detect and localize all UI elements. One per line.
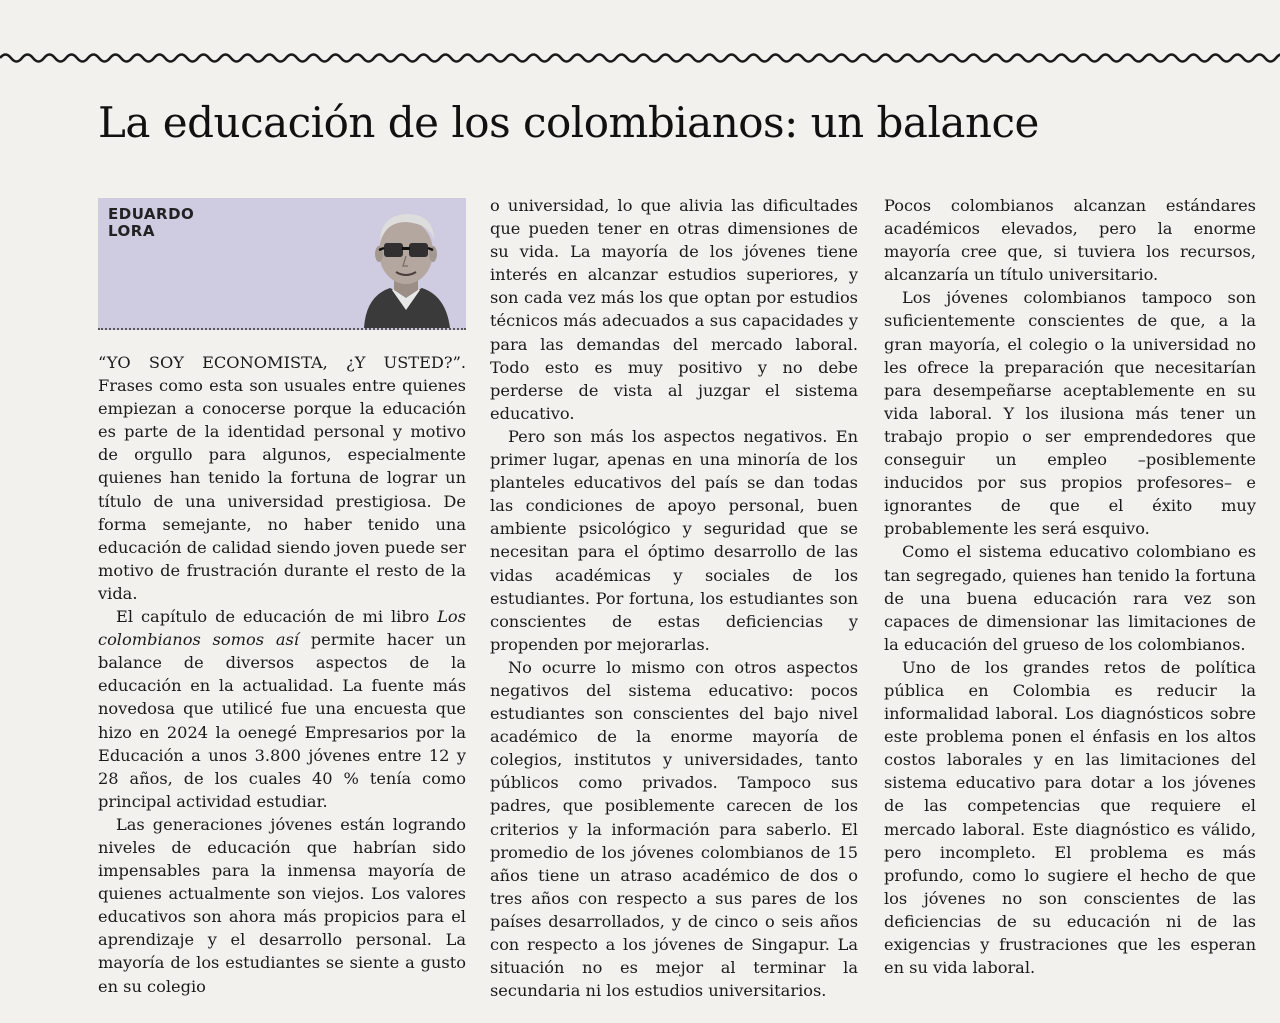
book-title: Los colombianos somos así <box>98 607 466 650</box>
paragraph: Pero son más los aspectos negativos. En primer lugar, apenas en una minoría de los planteles educativos del país se dan todas las condiciones de apoyo personal, buen ambiente psicológico y seguridad que se necesitan para el óptimo desarrollo de las vidas académicas y sociales de los estudiantes. Por fortuna, los estudiantes son conscientes de estas deficiencias y propenden por mejorarlas. <box>490 426 858 654</box>
paragraph <box>98 605 466 813</box>
article-column-2 <box>490 194 858 1002</box>
article-column-3 <box>884 194 1256 979</box>
paragraph: Los jóvenes colombianos tampoco son suficientemente conscientes de que, a la gran mayoría, el colegio o la universidad no les ofrece la preparación que necesitarían para desempeñarse aceptablemente en su vida laboral. Y los ilusiona más tener un trabajo propio o ser emprendedores que conseguir un empleo –posiblemente inducidos por sus propios profesores– e ignorantes de que el éxito muy probablemente les será esquivo. <box>884 288 1256 539</box>
author-portrait <box>346 200 466 328</box>
paragraph: No ocurre lo mismo con otros aspectos negativos del sistema educativo: pocos estudiantes son conscientes del bajo nivel académico de la enorme mayoría de colegios, institutos y universidades, tanto públicos como privados. Tampoco sus padres, que posiblemente carecen de los criterios y la información para saberlo. El promedio de los jóvenes colombianos de 15 años tiene un atraso académico de dos o tres años con respecto a sus pares de los países desarrollados, y de cinco o seis años con respecto a los jóvenes de Singapur. La situación no es mejor al terminar la secundaria ni los estudios universitarios. <box>490 657 858 1001</box>
article-column-1 <box>98 351 466 998</box>
paragraph: Uno de los grandes retos de política pública en Colombia es reducir la informalidad laboral. Los diagnósticos sobre este problema ponen el énfasis en los altos costos laborales y en las limitaciones del sistema educativo para dotar a los jóvenes de las competencias que requiere el mercado laboral. Este diagnóstico es válido, pero incompleto. El problema es más profundo, como lo sugiere el hecho de que los jóvenes no son conscientes de las deficiencias de su educación ni de las exigencias y frustraciones que les esperan en su vida laboral. <box>884 657 1256 978</box>
author-last-name: LORA <box>108 222 155 240</box>
paragraph: o universidad, lo que alivia las dificultades que pueden tener en otras dimensiones de su vida. La mayoría de los jóvenes tiene interés en alcanzar estudios superiores, y son cada vez más los que optan por estudios técnicos más adecuados a sus capacidades y para las demandas del mercado laboral. Todo esto es muy positivo y no debe perderse de vista al juzgar el sistema educativo. <box>490 196 858 423</box>
paragraph-text: permite hacer un balance de diversos aspectos de la educación en la actualidad. La fuente más novedosa que utilicé fue una encuesta que hizo en 2024 la oenegé Empresarios por la Educación a unos 3.800 jóvenes entre 12 y 28 años, de los cuales 40 % tenía como principal actividad estudiar. <box>98 630 466 811</box>
wavy-divider <box>0 38 1280 68</box>
paragraph: Las generaciones jóvenes están logrando niveles de educación que habrían sido impensables para la inmensa mayoría de quienes actualmente son viejos. Los valores educativos son ahora más propicios para el aprendizaje y el desarrollo personal. La mayoría de los estudiantes se siente a gusto en su colegio <box>98 814 466 996</box>
author-first-name: EDUARDO <box>108 205 195 223</box>
paragraph: Como el sistema educativo colombiano es tan segregado, quienes han tenido la fortuna de una buena educación rara vez son capaces de dimensionar las limitaciones de la educación del grueso de los colombianos. <box>884 542 1256 654</box>
author-name <box>108 206 194 240</box>
paragraph: Pocos colombianos alcanzan estándares académicos elevados, pero la enorme mayoría cree que, si tuviera los recursos, alcanzaría un título universitario. <box>884 196 1256 285</box>
paragraph-text: El capítulo de educación de mi libro <box>116 607 438 627</box>
headline: La educación de los colombianos: un balance <box>98 98 1039 147</box>
paragraph: “YO SOY ECONOMISTA, ¿Y USTED?”. Frases como esta son usuales entre quienes empiezan a conocerse porque la educación es parte de la identidad personal y motivo de orgullo para algunos, especialmente quienes han tenido la fortuna de lograr un título de una universidad prestigiosa. De forma semejante, no haber tenido una educación de calidad siendo joven puede ser motivo de frustración durante el resto de la vida. <box>98 353 466 603</box>
